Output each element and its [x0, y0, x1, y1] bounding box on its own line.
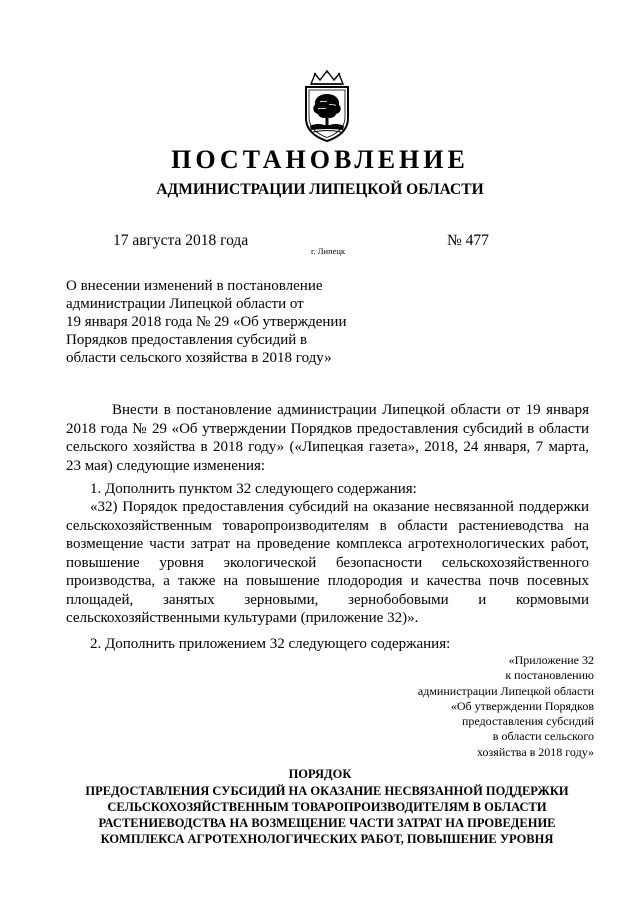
- appendix-line: «Приложение 32: [508, 653, 594, 667]
- body-paragraph: Внести в постановление администрации Липецкой области от 19 января 2018 года № 29 «Об утверждении Порядков предоставления субсидий в области сельского хозяйства в 2018 году» («Липецкая газета», 2018, 24 января, 7 марта, 23 мая) следующие изменения:: [66, 402, 589, 474]
- order-heading-line: СЕЛЬСКОХОЗЯЙСТВЕННЫМ ТОВАРОПРОИЗВОДИТЕЛЯМ В ОБЛАСТИ: [107, 800, 547, 814]
- subject-line: О внесении изменений в постановление: [66, 278, 323, 294]
- document-subject: [66, 277, 366, 367]
- order-heading-line: ПРЕДОСТАВЛЕНИЯ СУБСИДИЙ НА ОКАЗАНИЕ НЕСВЯЗАННОЙ ПОДДЕРЖКИ: [85, 784, 569, 798]
- issuing-organization: АДМИНИСТРАЦИИ ЛИПЕЦКОЙ ОБЛАСТИ: [156, 181, 484, 198]
- appendix-line: «Об утверждении Порядков: [450, 698, 594, 713]
- appendix-reference: [418, 653, 594, 760]
- body-paragraph: «32) Порядок предоставления субсидий на оказание несвязанной поддержки сельскохозяйственным товаропроизводителям в области растениеводства на возмещение части затрат на проведение комплекса агротехнологических работ, повышение уровня экологической безопасности сельскохозяйственного производства, а также на повышение плодородия и качества почв посевных площадей, занятых зерновыми, зернобобовыми и кормовыми сельскохозяйственными культурами (приложение 32)».: [66, 499, 589, 626]
- subject-line: администрации Липецкой области от: [66, 296, 304, 312]
- subject-line: 19 января 2018 года № 29 «Об утверждении: [66, 314, 347, 330]
- order-title: ПОРЯДОК: [288, 767, 352, 781]
- order-heading: [60, 783, 594, 847]
- document-date: 17 августа 2018 года: [113, 232, 249, 249]
- subject-line: области сельского хозяйства в 2018 году»: [66, 350, 332, 366]
- subject-line: Порядков предоставления субсидий в: [66, 332, 308, 348]
- body-paragraph: 1. Дополнить пунктом 32 следующего содержания:: [90, 481, 417, 497]
- coat-of-arms-icon: [296, 70, 358, 144]
- body-paragraph: 2. Дополнить приложением 32 следующего содержания:: [90, 636, 451, 652]
- appendix-line: администрации Липецкой области: [417, 683, 594, 698]
- order-heading-line: КОМПЛЕКСА АГРОТЕХНОЛОГИЧЕСКИХ РАБОТ, ПОВЫШЕНИЕ УРОВНЯ: [100, 832, 554, 846]
- appendix-line: в области сельского: [492, 729, 594, 744]
- document-place: г. Липецк: [311, 246, 346, 256]
- document-number: № 477: [447, 232, 489, 249]
- document-title: ПОСТАНОВЛЕНИЕ: [171, 145, 469, 174]
- order-heading-line: РАСТЕНИЕВОДСТВА НА ВОЗМЕЩЕНИЕ ЧАСТИ ЗАТРАТ НА ПРОВЕДЕНИЕ: [98, 816, 556, 830]
- appendix-line: предоставления субсидий: [461, 714, 594, 729]
- appendix-line: к постановлению: [505, 668, 594, 683]
- appendix-line: хозяйства в 2018 году»: [477, 744, 594, 759]
